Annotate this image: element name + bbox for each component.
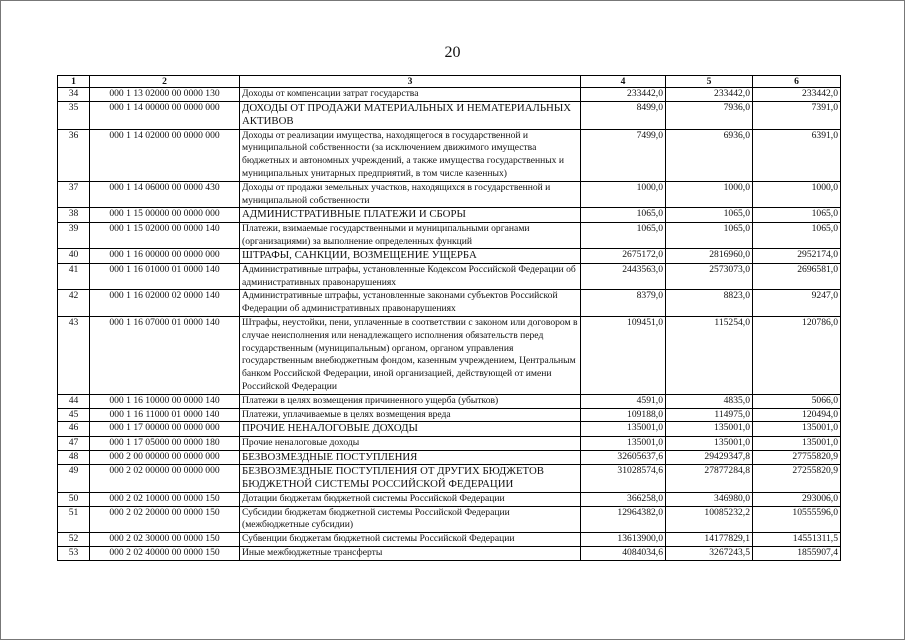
code-cell: 000 2 02 40000 00 0000 150 [90,546,240,560]
value-year3-cell: 135001,0 [753,422,841,436]
name-cell: Платежи, взимаемые государственными и муниципальными органами (организациями) за выполнение определенных функций [240,222,581,249]
name-cell: Субвенции бюджетам бюджетной системы Российской Федерации [240,533,581,547]
table-row [58,450,841,464]
value-year1-cell: 1065,0 [581,222,666,249]
value-year2-cell: 233442,0 [666,88,753,102]
table-body [58,88,841,561]
row-number-cell: 36 [58,129,90,181]
value-year3-cell: 5066,0 [753,394,841,408]
name-cell: Иные межбюджетные трансферты [240,546,581,560]
value-year2-cell: 2573073,0 [666,263,753,290]
value-year1-cell: 2675172,0 [581,249,666,263]
table-row [58,208,841,222]
row-number-cell: 37 [58,181,90,208]
value-year2-cell: 6936,0 [666,129,753,181]
name-cell: ПРОЧИЕ НЕНАЛОГОВЫЕ ДОХОДЫ [240,422,581,436]
value-year1-cell: 135001,0 [581,436,666,450]
value-year1-cell: 8379,0 [581,290,666,317]
code-cell: 000 1 16 01000 01 0000 140 [90,263,240,290]
table-row [58,249,841,263]
table-row [58,546,841,560]
value-year2-cell: 10085232,2 [666,506,753,533]
table-row [58,129,841,181]
name-cell: Доходы от компенсации затрат государства [240,88,581,102]
name-cell: Платежи, уплачиваемые в целях возмещения вреда [240,408,581,422]
value-year2-cell: 27877284,8 [666,464,753,492]
value-year3-cell: 120494,0 [753,408,841,422]
row-number-cell: 49 [58,464,90,492]
value-year3-cell: 1000,0 [753,181,841,208]
table-row [58,222,841,249]
page-number: 20 [444,44,461,61]
column-header: 4 [581,76,666,88]
code-cell: 000 1 14 02000 00 0000 000 [90,129,240,181]
value-year1-cell: 13613900,0 [581,533,666,547]
value-year2-cell: 1065,0 [666,208,753,222]
value-year1-cell: 109451,0 [581,316,666,394]
value-year1-cell: 12964382,0 [581,506,666,533]
row-number-cell: 52 [58,533,90,547]
code-cell: 000 1 16 07000 01 0000 140 [90,316,240,394]
value-year2-cell: 1000,0 [666,181,753,208]
name-cell: БЕЗВОЗМЕЗДНЫЕ ПОСТУПЛЕНИЯ [240,450,581,464]
row-number-cell: 53 [58,546,90,560]
table-row [58,263,841,290]
column-header: 5 [666,76,753,88]
value-year2-cell: 14177829,1 [666,533,753,547]
code-cell: 000 2 02 10000 00 0000 150 [90,492,240,506]
code-cell: 000 2 02 30000 00 0000 150 [90,533,240,547]
code-cell: 000 1 13 02000 00 0000 130 [90,88,240,102]
row-number-cell: 46 [58,422,90,436]
value-year3-cell: 135001,0 [753,436,841,450]
value-year1-cell: 135001,0 [581,422,666,436]
value-year2-cell: 7936,0 [666,101,753,129]
value-year3-cell: 6391,0 [753,129,841,181]
row-number-cell: 40 [58,249,90,263]
row-number-cell: 38 [58,208,90,222]
table-row [58,316,841,394]
value-year1-cell: 366258,0 [581,492,666,506]
code-cell: 000 1 15 00000 00 0000 000 [90,208,240,222]
name-cell: Платежи в целях возмещения причиненного ущерба (убытков) [240,394,581,408]
row-number-cell: 41 [58,263,90,290]
value-year2-cell: 135001,0 [666,436,753,450]
name-cell: Прочие неналоговые доходы [240,436,581,450]
value-year3-cell: 27755820,9 [753,450,841,464]
table-row [58,394,841,408]
code-cell: 000 2 00 00000 00 0000 000 [90,450,240,464]
name-cell: БЕЗВОЗМЕЗДНЫЕ ПОСТУПЛЕНИЯ ОТ ДРУГИХ БЮДЖЕТОВ БЮДЖЕТНОЙ СИСТЕМЫ РОССИЙСКОЙ ФЕДЕРАЦИИ [240,464,581,492]
name-cell: ДОХОДЫ ОТ ПРОДАЖИ МАТЕРИАЛЬНЫХ И НЕМАТЕРИАЛЬНЫХ АКТИВОВ [240,101,581,129]
name-cell: Административные штрафы, установленные законами субъектов Российской Федерации об административных правонарушениях [240,290,581,317]
table-row [58,181,841,208]
value-year1-cell: 4084034,6 [581,546,666,560]
row-number-cell: 45 [58,408,90,422]
value-year2-cell: 1065,0 [666,222,753,249]
value-year1-cell: 109188,0 [581,408,666,422]
revenue-table [57,75,841,561]
code-cell: 000 1 16 00000 00 0000 000 [90,249,240,263]
row-number-cell: 34 [58,88,90,102]
row-number-cell: 50 [58,492,90,506]
row-number-cell: 48 [58,450,90,464]
value-year3-cell: 7391,0 [753,101,841,129]
value-year1-cell: 32605637,6 [581,450,666,464]
row-number-cell: 51 [58,506,90,533]
value-year3-cell: 27255820,9 [753,464,841,492]
code-cell: 000 2 02 00000 00 0000 000 [90,464,240,492]
code-cell: 000 1 16 10000 00 0000 140 [90,394,240,408]
name-cell: Субсидии бюджетам бюджетной системы Российской Федерации (межбюджетные субсидии) [240,506,581,533]
name-cell: ШТРАФЫ, САНКЦИИ, ВОЗМЕЩЕНИЕ УЩЕРБА [240,249,581,263]
row-number-cell: 44 [58,394,90,408]
value-year1-cell: 4591,0 [581,394,666,408]
value-year1-cell: 31028574,6 [581,464,666,492]
code-cell: 000 1 15 02000 00 0000 140 [90,222,240,249]
code-cell: 000 2 02 20000 00 0000 150 [90,506,240,533]
value-year1-cell: 7499,0 [581,129,666,181]
value-year3-cell: 2696581,0 [753,263,841,290]
code-cell: 000 1 16 02000 02 0000 140 [90,290,240,317]
value-year2-cell: 3267243,5 [666,546,753,560]
table-header-row [58,76,841,88]
name-cell: Дотации бюджетам бюджетной системы Российской Федерации [240,492,581,506]
value-year2-cell: 346980,0 [666,492,753,506]
code-cell: 000 1 16 11000 01 0000 140 [90,408,240,422]
value-year3-cell: 2952174,0 [753,249,841,263]
table-row [58,464,841,492]
value-year3-cell: 1855907,4 [753,546,841,560]
name-cell: Штрафы, неустойки, пени, уплаченные в соответствии с законом или договором в случае неисполнения или ненадлежащего исполнения обязательств перед государственным (муниципальным) органом, органом управления государственным внебюджетным фондом, казенным учреждением, Центральным банком Российской Федерации, иной организацией, действующей от имени Российской Федерации [240,316,581,394]
table-row [58,88,841,102]
value-year3-cell: 120786,0 [753,316,841,394]
table-row [58,492,841,506]
row-number-cell: 43 [58,316,90,394]
row-number-cell: 47 [58,436,90,450]
table-row [58,436,841,450]
value-year2-cell: 114975,0 [666,408,753,422]
row-number-cell: 35 [58,101,90,129]
value-year3-cell: 9247,0 [753,290,841,317]
value-year3-cell: 10555596,0 [753,506,841,533]
table-row [58,533,841,547]
code-cell: 000 1 14 06000 00 0000 430 [90,181,240,208]
table-row [58,422,841,436]
value-year2-cell: 29429347,8 [666,450,753,464]
value-year3-cell: 14551311,5 [753,533,841,547]
value-year3-cell: 1065,0 [753,222,841,249]
row-number-cell: 39 [58,222,90,249]
table-row [58,101,841,129]
column-header: 2 [90,76,240,88]
code-cell: 000 1 14 00000 00 0000 000 [90,101,240,129]
code-cell: 000 1 17 05000 00 0000 180 [90,436,240,450]
table-row [58,290,841,317]
column-header: 6 [753,76,841,88]
name-cell: АДМИНИСТРАТИВНЫЕ ПЛАТЕЖИ И СБОРЫ [240,208,581,222]
value-year2-cell: 4835,0 [666,394,753,408]
value-year3-cell: 1065,0 [753,208,841,222]
column-header: 1 [58,76,90,88]
value-year1-cell: 8499,0 [581,101,666,129]
name-cell: Административные штрафы, установленные Кодексом Российской Федерации об административных правонарушениях [240,263,581,290]
value-year1-cell: 1065,0 [581,208,666,222]
row-number-cell: 42 [58,290,90,317]
column-header: 3 [240,76,581,88]
value-year1-cell: 2443563,0 [581,263,666,290]
value-year2-cell: 115254,0 [666,316,753,394]
value-year2-cell: 8823,0 [666,290,753,317]
value-year3-cell: 233442,0 [753,88,841,102]
value-year2-cell: 135001,0 [666,422,753,436]
value-year3-cell: 293006,0 [753,492,841,506]
value-year1-cell: 1000,0 [581,181,666,208]
name-cell: Доходы от реализации имущества, находящегося в государственной и муниципальной собственности (за исключением движимого имущества бюджетных и автономных учреждений, а также имущества государственных и муниципальных унитарных предприятий, в том числе казенных) [240,129,581,181]
name-cell: Доходы от продажи земельных участков, находящихся в государственной и муниципальной собственности [240,181,581,208]
code-cell: 000 1 17 00000 00 0000 000 [90,422,240,436]
table-row [58,408,841,422]
value-year2-cell: 2816960,0 [666,249,753,263]
value-year1-cell: 233442,0 [581,88,666,102]
table-row [58,506,841,533]
